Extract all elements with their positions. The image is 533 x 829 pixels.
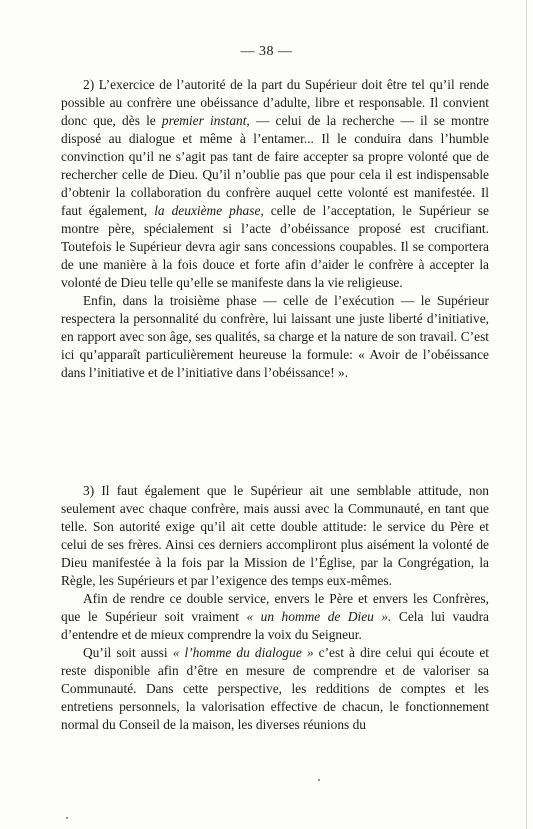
emphasis-text: « l’homme du dialogue » bbox=[172, 645, 314, 660]
scan-speck bbox=[66, 817, 68, 819]
text-run: — celui de la recherche — il se montre disposé au dialogue et même à l’entamer... Il le conduira dans l’humble convinction qu’il ne s’agit pas tant de faire accepter sa propre volonté que de rechercher celle de Dieu. Qu’il n’oublie pas que pour cela il est indispensable d’obtenir la collaboration du confrère auquel cette volonté est manifestée. Il faut également, bbox=[61, 113, 489, 218]
text-run: 2) L’exercice de l’autorité de la part du Supérieur doit être tel qu’il rende possible au confrère une obéissance d’adulte, libre et responsable. Il convient donc que, dès le bbox=[61, 77, 489, 128]
emphasis-text: la deuxième phase, bbox=[154, 203, 264, 218]
section-2-text bbox=[61, 76, 489, 382]
emphasis-text: premier instant, bbox=[161, 113, 250, 128]
text-run: Cela lui vaudra d’entendre et de mieux comprendre la voix du Seigneur. bbox=[61, 609, 489, 642]
text-run: Qu’il soit aussi bbox=[83, 645, 173, 660]
paragraph bbox=[61, 590, 489, 644]
page-edge-shadow bbox=[526, 0, 527, 829]
emphasis-text: « un homme de Dieu ». bbox=[246, 609, 392, 624]
paragraph bbox=[61, 644, 489, 734]
text-run: Afin de rendre ce double service, envers le Père et envers les Confrères, que le Supérieur soit vraiment bbox=[61, 591, 489, 624]
page-number: — 38 — bbox=[240, 44, 293, 59]
paragraph bbox=[61, 76, 489, 292]
section-3-text bbox=[61, 482, 489, 734]
paragraph: Enfin, dans la troisième phase — celle de l’exécution — le Supérieur respectera la personnalité du confrère, lui laissant une juste liberté d’initiative, en rapport avec son âge, ses qualités, sa charge et la nature de son travail. C’est ici qu’apparaît particulièrement heureuse la formule: « Avoir de l’obéissance dans l’initiative et de l’initiative dans l’obéissance! ». bbox=[61, 293, 489, 380]
scan-speck bbox=[318, 779, 320, 781]
text-run: celle de l’acceptation, le Supérieur se montre père, spécialement si l’acte d’obéissance proposé est crucifiant. Toutefois le Supérieur devra agir sans concessions coupables. Il se comportera de une manière à la fois douce et forte afin d’aider le confrère à accepter la volonté de Dieu telle qu’elle se manifeste dans la vie religieuse. bbox=[61, 203, 489, 290]
paragraph: 3) Il faut également que le Supérieur ait une semblable attitude, non seulement avec chaque confrère, mais aussi avec la Communauté, en tant que telle. Son autorité exige qu’il ait cette double attitude: le service du Père et celui de ses frères. Ainsi ces derniers accompliront plus aisément la volonté de Dieu manifestée à la fois par la Mission de l’Église, par la Congrégation, la Règle, les Supérieurs et par l’exigence des temps eux-mêmes. bbox=[61, 483, 489, 588]
text-run: c’est à dire celui qui écoute et reste disponible afin d’être en mesure de comprendre et de valoriser sa Communauté. Dans cette perspective, les redditions de comptes et les entretiens personnels, la valorisation effective de chacun, le fonctionnement normal du Conseil de la maison, les diverses réunions du bbox=[61, 645, 490, 732]
